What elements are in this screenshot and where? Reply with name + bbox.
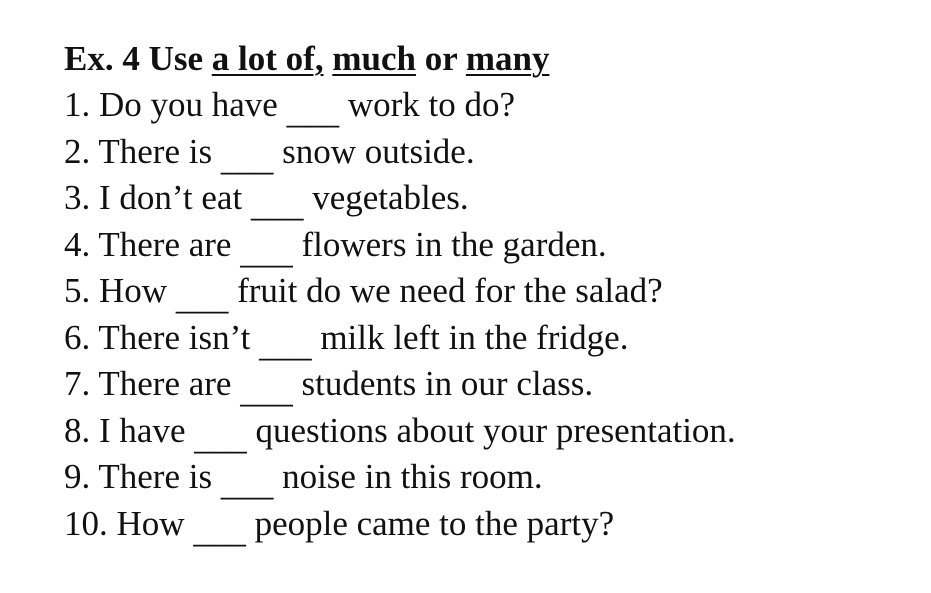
answer-blank: ___	[175, 278, 229, 317]
item-number: 6.	[64, 317, 91, 357]
title-option-a-lot-of: a lot of,	[211, 39, 324, 78]
title-prefix: Ex. 4 Use	[64, 39, 212, 78]
item-number: 2.	[64, 131, 91, 171]
title-option-much: much	[332, 39, 416, 78]
item-number: 3.	[64, 178, 91, 217]
item-text-before: Do you have	[99, 85, 278, 124]
answer-blank: ___	[259, 324, 312, 364]
item-text-before: How	[116, 503, 185, 543]
answer-blank: ___	[240, 231, 293, 271]
item-text-before: There are	[98, 364, 232, 403]
exercise-item-5	[64, 268, 914, 315]
item-text-after: fruit do we need for the salad?	[237, 271, 663, 310]
exercise-item-3	[64, 175, 914, 222]
item-text-after: students in our class.	[301, 364, 594, 403]
item-text-after: snow outside.	[282, 131, 475, 171]
exercise-item-8	[64, 408, 914, 455]
answer-blank: ___	[194, 417, 247, 457]
item-text-after: vegetables.	[312, 178, 469, 217]
answer-blank: ___	[286, 92, 340, 131]
item-text-after: work to do?	[347, 85, 516, 124]
item-text-before: I don’t eat	[99, 178, 243, 217]
exercise-sheet	[64, 36, 914, 550]
exercise-title	[64, 36, 914, 82]
item-text-before: I have	[99, 410, 186, 450]
item-text-before: There isn’t	[98, 317, 251, 357]
item-number: 7.	[64, 364, 91, 403]
answer-blank: ___	[193, 510, 246, 550]
item-text-before: There is	[98, 457, 213, 496]
exercise-item-2	[64, 129, 914, 176]
item-text-before: How	[99, 271, 168, 310]
item-number: 1.	[64, 85, 91, 124]
item-number: 8.	[64, 410, 91, 450]
title-joiner: or	[415, 39, 466, 78]
item-number: 10.	[64, 503, 108, 543]
exercise-item-7	[64, 361, 914, 408]
answer-blank: ___	[240, 371, 293, 410]
item-text-before: There are	[98, 224, 232, 264]
item-number: 4.	[64, 224, 91, 264]
item-text-after: flowers in the garden.	[301, 224, 607, 264]
exercise-item-9	[64, 454, 914, 501]
answer-blank: ___	[220, 464, 274, 503]
item-text-after: people came to the party?	[254, 503, 615, 543]
item-text-before: There is	[98, 131, 213, 171]
exercise-item-1	[64, 82, 914, 129]
answer-blank: ___	[220, 138, 274, 178]
answer-blank: ___	[250, 185, 304, 224]
item-number: 9.	[64, 457, 91, 496]
title-option-many: many	[465, 39, 550, 78]
item-number: 5.	[64, 271, 91, 310]
exercise-item-10	[64, 501, 914, 548]
item-text-after: milk left in the fridge.	[320, 317, 629, 357]
exercise-item-4	[64, 222, 914, 269]
item-text-after: questions about your presentation.	[255, 410, 736, 450]
item-text-after: noise in this room.	[282, 457, 543, 496]
